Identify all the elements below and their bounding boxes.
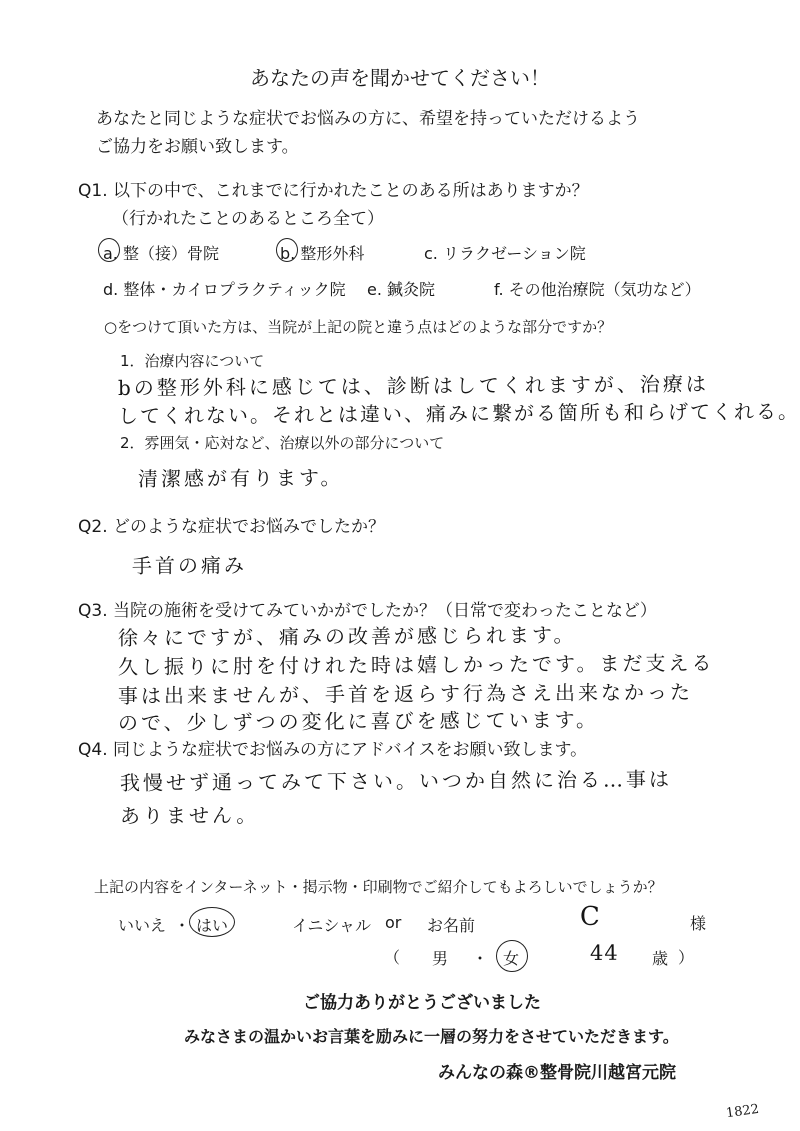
clinic-name: みんなの森®整骨院川越宮元院 [438,1063,676,1083]
consent-no[interactable]: いいえ [118,916,167,935]
name-value[interactable]: C [579,901,604,932]
q1-followup: ○をつけて頂いた方は、当院が上記の院と違う点はどのような部分ですか？ [104,318,613,336]
q4-answer-line-2[interactable]: ありません。 [119,803,260,828]
gender-separator: ・ [472,949,489,968]
q3-question: Q3. 当院の施術を受けてみていかがでしたか？（日常で変わったことなど） [78,601,657,621]
age-value[interactable]: 44 [589,940,619,965]
consent-separator: ・ [174,916,191,935]
q3-answer-line-2[interactable]: 久し振りに肘を付けれた時は嬉しかったです。まだ支える [117,650,715,679]
survey-title: あなたの声を聞かせてください！ [250,66,550,90]
initial-label: イニシャル [292,916,372,935]
item1-label: 1．治療内容について [120,352,265,370]
gender-male[interactable]: 男 [432,949,449,968]
consent-yes[interactable]: はい [196,916,229,935]
q4-question: Q4. 同じような症状でお悩みの方にアドバイスをお願い致します。 [78,740,588,760]
gender-female[interactable]: 女 [503,949,520,968]
q2-question: Q2. どのような症状でお悩みでしたか？ [78,517,386,537]
item1-answer-line-2[interactable]: してくれない。それとは違い、痛みに繋がる箇所も和らげてくれる。 [117,399,800,428]
q3-answer-line-1[interactable]: 徐々にですが、痛みの改善が感じられます。 [117,622,577,650]
option-f-other[interactable]: f. その他治療院（気功など） [494,280,701,299]
gender-paren-open: （ [384,948,401,967]
page-number: 1822 [725,1101,760,1122]
closing-thanks: ご協力ありがとうございました [303,993,541,1013]
option-a-seikotsuin[interactable]: a. 整（接）骨院 [103,244,219,263]
q3-answer-line-3[interactable]: 事は出来ませんが、手首を返らす行為さえ出来なかった [117,679,694,708]
gender-paren-close: ） [678,948,695,967]
honorific: 様 [690,914,707,933]
or-label: or [385,913,402,932]
q1-note: （行かれたことのあるところ全て） [112,209,384,229]
option-e-shinkyu[interactable]: e. 鍼灸院 [367,280,436,299]
item2-label: 2．雰囲気・応対など、治療以外の部分について [120,434,445,452]
age-unit: 歳 [652,949,669,968]
option-c-relaxation[interactable]: c. リラクゼーション院 [424,244,586,263]
q4-answer-line-1[interactable]: 我慢せず通ってみて下さい。いつか自然に治る…事は [119,767,673,795]
name-label: お名前 [427,916,476,935]
option-d-seitai-chiro[interactable]: d. 整体・カイロプラクティック院 [103,280,346,299]
option-b-seikei-geka[interactable]: b. 整形外科 [280,244,365,263]
q1-question: Q1. 以下の中で、これまでに行かれたことのある所はありますか？ [78,181,589,201]
item1-answer-line-1[interactable]: bの整形外科に感じては、診断はしてくれますが、治療は [117,371,709,400]
intro-line-1: あなたと同じような症状でお悩みの方に、希望を持っていただけるよう [96,109,640,129]
closing-message: みなさまの温かいお言葉を励みに一層の努力をさせていただきます。 [184,1027,679,1046]
q2-answer[interactable]: 手首の痛み [131,553,248,578]
intro-line-2: ご協力をお願い致します。 [96,137,299,157]
consent-question: 上記の内容をインターネット・掲示物・印刷物でご紹介してもよろしいでしょうか？ [94,878,663,896]
q3-answer-line-4[interactable]: ので、少しずつの変化に喜びを感じています。 [117,707,600,735]
item2-answer[interactable]: 清潔感が有ります。 [137,465,344,491]
